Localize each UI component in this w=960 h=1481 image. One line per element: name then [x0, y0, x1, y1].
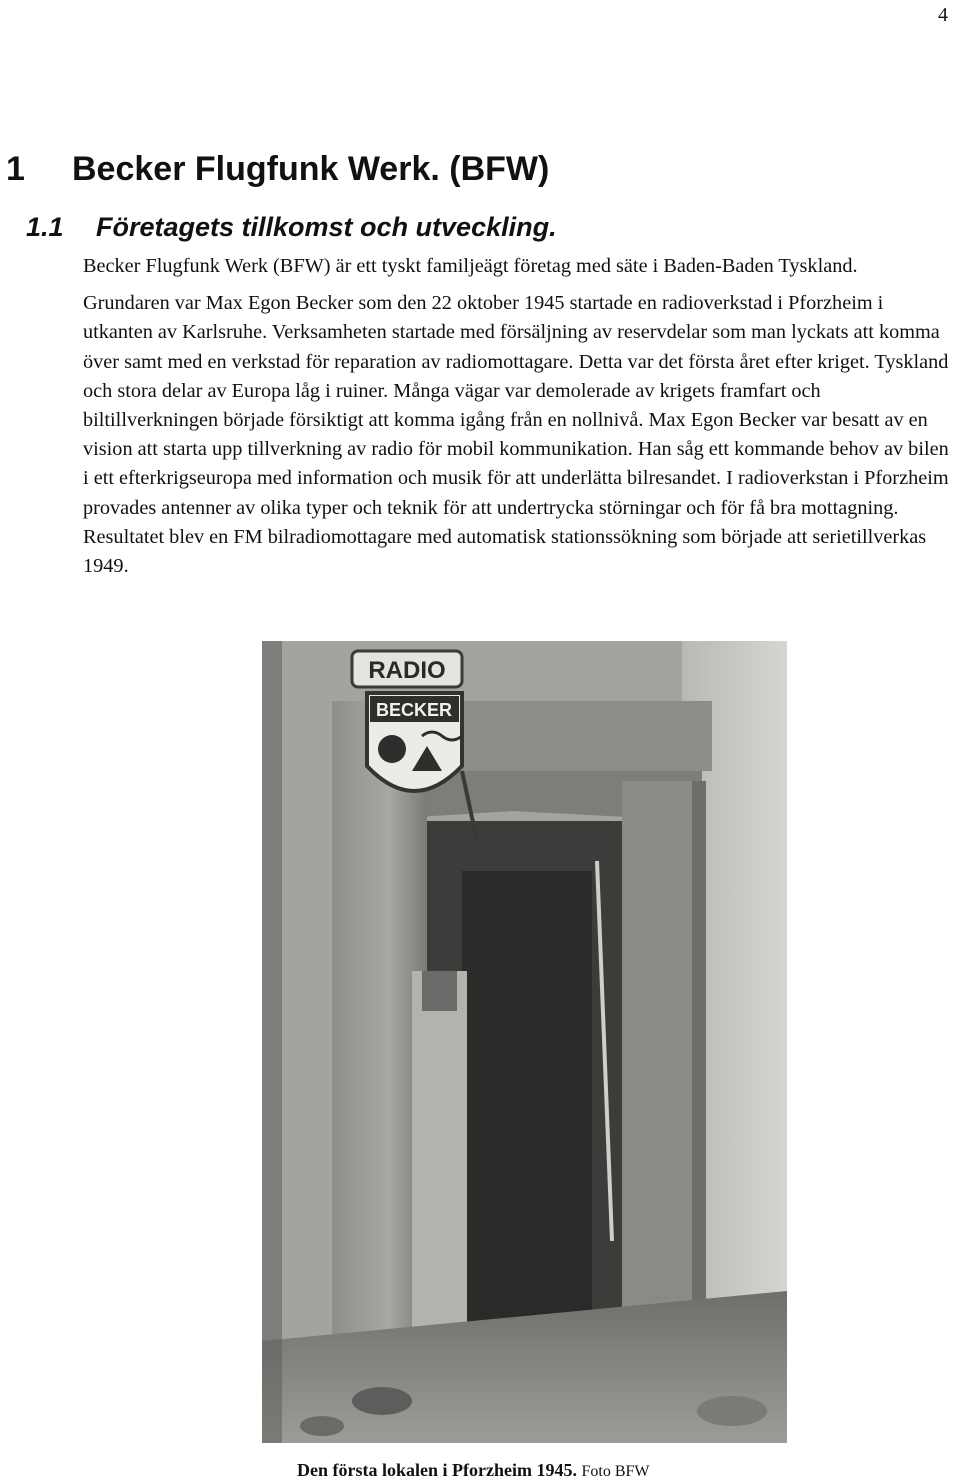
page-number: 4: [938, 4, 948, 26]
heading-2-title: Företagets tillkomst och utveckling.: [96, 212, 557, 242]
paragraph-1: Becker Flugfunk Werk (BFW) är ett tyskt familjeägt företag med säte i Baden-Baden Tyskland.: [83, 255, 858, 277]
heading-1: [6, 150, 549, 189]
historic-photo-building-entrance: [262, 641, 787, 1443]
caption-main: Den första lokalen i Pforzheim 1945.: [297, 1460, 577, 1480]
caption-credit: Foto BFW: [581, 1463, 650, 1480]
photo-illustration: [262, 641, 787, 1443]
body-text: [83, 252, 955, 581]
paragraph-2: Grundaren var Max Egon Becker som den 22 oktober 1945 startade en radioverkstad i Pforzheim i utkanten av Karlsruhe. Verksamheten startade med försäljning av reservdelar som man lyckats att komma över samt med en verkstad för reparation av radiomottagare. Detta var det första året efter kriget. Tyskland och stora delar av Europa låg i ruiner. Många vägar var demolerade av krigets framfart och biltillverkningen började försiktigt att komma igång från en nollnivå. Max Egon Becker var besatt av en vision att starta upp tillverkning av radio för mobil kommunikation. Han såg ett kommande behov av bilen i ett efterkrigseuropa med information och musik för att underlätta bilresandet. I radioverkstan i Pforzheim provades antenner av olika typer och teknik för att undertrycka störningar och för få bra mottagning. Resultatet blev en FM bilradiomottagare med automatisk stationssökning som började att serietillverkas 1949.: [83, 292, 949, 578]
shield-sign-text: BECKER: [375, 700, 453, 720]
heading-2: [26, 212, 557, 243]
heading-2-number: 1.1: [26, 212, 64, 242]
radio-sign-text: RADIO: [368, 657, 446, 684]
heading-1-number: 1: [6, 150, 25, 188]
photo-caption: [297, 1460, 649, 1481]
heading-1-title: Becker Flugfunk Werk. (BFW): [72, 150, 550, 188]
